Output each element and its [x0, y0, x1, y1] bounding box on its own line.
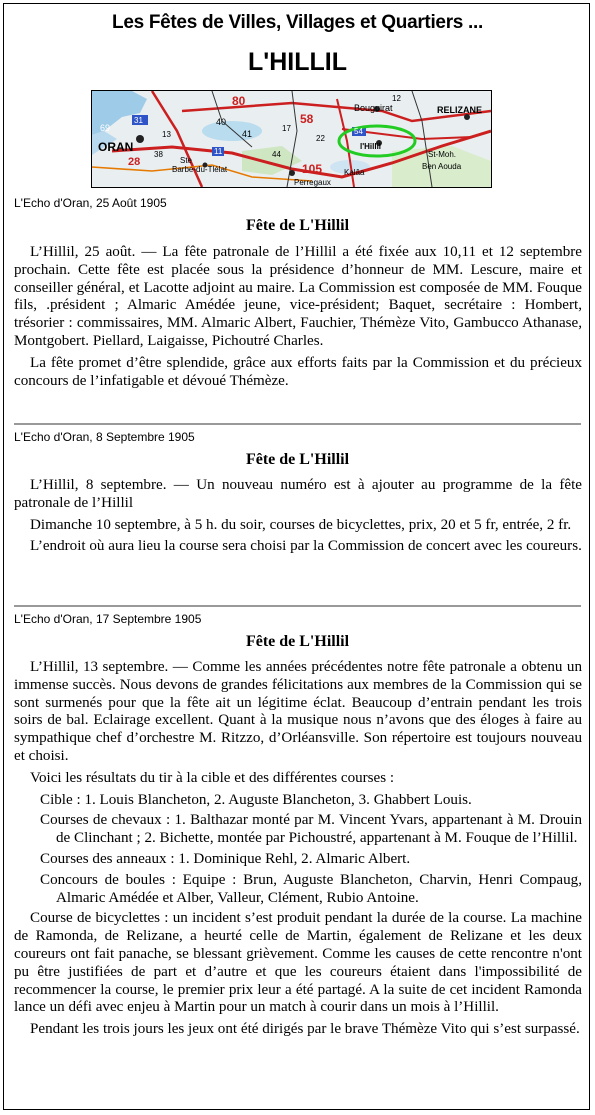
- map-road-44: 44: [272, 150, 281, 159]
- result-item: Courses de chevaux : 1. Balthazar monté par M. Vincent Yvars, appartenant à M. Drouin de Clinchant ; 2. Bichette, montée par Pichoustré, appartenant à M. Fouque de l’Hillil.: [40, 812, 582, 847]
- map-road-11: 11: [214, 147, 223, 156]
- map-road-17: 17: [282, 124, 291, 133]
- page-title: Les Fêtes de Villes, Villages et Quartiers ...: [112, 12, 483, 33]
- map-label-smoh: St-Moh.: [428, 150, 457, 159]
- map-road-54: 54: [354, 127, 363, 136]
- paragraph: Course de bicyclettes : un incident s’est produit pendant la durée de la course. La machine de Ramonda, de Relizane, a heurté celle de Martin, également de Relizane et les deux coureurs ont fait panache, se blessant grièvement. Comme les causes de cette rencontre n'ont pu être justifiées de part et d’autre et que les coureurs étaient dans l'impossibilité de recommencer la course, le premier prix leur a été partagé. A la suite de cet incident Ramonda lance un défi avec enjeu à Martin pour un match à courir dans un mois à l’Hillil.: [14, 910, 582, 1016]
- map-road-40: 40: [216, 117, 227, 127]
- article-source: L'Echo d'Oran, 17 Septembre 1905: [14, 612, 202, 626]
- result-item: Concours de boules : Equipe : Brun, Auguste Blancheton, Charvin, Henri Compaug, Almaric Amédée et Alber, Valleur, Clément, Rubio Antoine.: [40, 871, 582, 906]
- map-label-perregaux: Perregaux: [294, 178, 331, 187]
- paragraph: La fête promet d’être splendide, grâce aux efforts faits par la Commission et du précieux concours de l’infatigable et dévoué Thémèze.: [14, 354, 582, 389]
- map-road-12: 12: [392, 94, 401, 103]
- map-road-13: 13: [162, 130, 171, 139]
- map-road-80: 80: [232, 94, 246, 108]
- map-label-oran: ORAN: [98, 140, 134, 154]
- article-source: L'Echo d'Oran, 8 Septembre 1905: [14, 430, 195, 444]
- map-image: [91, 90, 492, 188]
- map-road-22: 22: [316, 134, 325, 143]
- result-item: Courses des anneaux : 1. Dominique Rehl, 2. Almaric Albert.: [40, 850, 411, 867]
- article-body: [14, 659, 582, 1043]
- article-body: [14, 244, 582, 394]
- map-road-31: 31: [134, 116, 143, 125]
- map-road-38: 38: [154, 150, 163, 159]
- map-road-58: 58: [300, 112, 314, 126]
- map-road-41: 41: [242, 129, 253, 139]
- paragraph: Pendant les trois jours les jeux ont été dirigés par le brave Thémèze Vito qui s’est surpassé.: [30, 1021, 580, 1038]
- map-label-barbe: Barbe-du-Tlélat: [172, 165, 228, 174]
- paragraph: L’Hillil, 13 septembre. — Comme les années précédentes notre fête patronale a obtenu un immense succès. Nous devons de grandes félicitations aux membres de la Commission qui se sont surmenés pour que la fête ait un légitime éclat. Beaucoup d’entrain pendant les trois soirs de bal. Eclairage excellent. Quant à la musique nous n’avons que des éloges à faire au sympathique chef d’orchestre M. Ritzzo, d’Orléansville. Son répertoire est toujours nouveau et choisi.: [14, 659, 582, 764]
- map-label-benaouda: Ben Aouda: [422, 162, 462, 171]
- map-label-ste: Ste: [180, 156, 193, 165]
- map-label-kalaa: Kalâa: [344, 168, 365, 177]
- paragraph: L’Hillil, 8 septembre. — Un nouveau numéro est à ajouter au programme de la fête patronale de l’Hillil: [14, 477, 582, 511]
- paragraph: Dimanche 10 septembre, à 5 h. du soir, courses de bicyclettes, prix, 20 et 5 fr, entrée, 2 fr.: [30, 516, 572, 533]
- divider: [14, 423, 581, 425]
- result-item: Cible : 1. Louis Blancheton, 2. Auguste Blancheton, 3. Ghabbert Louis.: [40, 791, 472, 808]
- paragraph: L’Hillil, 25 août. — La fête patronale de l’Hillil a été fixée aux 10,11 et 12 septembre prochain. Cette fête est placée sous la présidence d’honneur de MM. Lescure, maire et conseiller général, et Lacotte adjoint au maire. La Commission est composée de MM. Fouque fils, .président ; Almaric Amédée jeune, vice-président; Baquet, secrétaire : Hombert, trésorier : commissaires, MM. Almaric Albert, Fauchier, Thémèze Vito, Gambucco Athanase, Montgobert. Piellard, Laigaisse, Pichoutré Charles.: [14, 244, 582, 349]
- map-road-105: 105: [302, 162, 323, 176]
- map-label-bouguirat: Bouguirat: [354, 103, 393, 113]
- article-title: Fête de L'Hillil: [245, 451, 350, 468]
- article-title: Fête de L'Hillil: [245, 217, 350, 234]
- article-source: L'Echo d'Oran, 25 Août 1905: [14, 196, 167, 210]
- page-subtitle: L'HILLIL: [248, 48, 347, 76]
- divider: [14, 605, 581, 607]
- map-label-relizane: RELIZANE: [437, 105, 482, 115]
- map-road-69: 69: [100, 123, 111, 133]
- map-road-28: 28: [128, 156, 141, 168]
- paragraph: L’endroit où aura lieu la course sera choisi par la Commission de concert avec les coureurs.: [30, 538, 582, 555]
- paragraph: Voici les résultats du tir à la cible et des différentes courses :: [30, 769, 395, 786]
- article-title: Fête de L'Hillil: [245, 633, 350, 650]
- map-label-hillil: l'Hillil: [360, 142, 382, 151]
- article-body: [14, 477, 582, 560]
